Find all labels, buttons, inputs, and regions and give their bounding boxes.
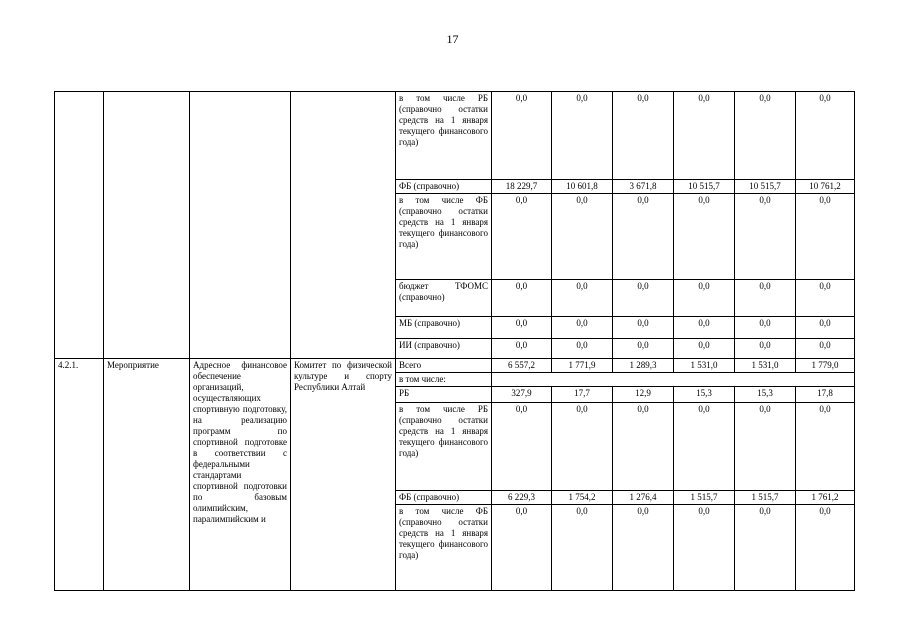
item-number-cell: 4.2.1. (55, 359, 104, 591)
amount-cell: 0,0 (552, 317, 613, 339)
amount-cell: 0,0 (796, 505, 855, 591)
amount-cell: 0,0 (552, 92, 613, 180)
amount-cell: 0,0 (674, 505, 735, 591)
amount-cell: 0,0 (492, 280, 552, 317)
amount-cell: 10 761,2 (796, 180, 855, 194)
funding-source-cell: в том числе: (396, 373, 492, 387)
amount-cell: 1 761,2 (796, 491, 855, 505)
amount-cell: 0,0 (674, 339, 735, 359)
funding-source-cell: РБ (396, 387, 492, 403)
funding-source-cell: в том числе ФБ (справочно остатки средств на 1 января текущего финансового года) (396, 194, 492, 280)
amount-cell: 1 289,3 (613, 359, 674, 373)
funding-source-cell: Всего (396, 359, 492, 373)
amount-cell: 0,0 (674, 403, 735, 491)
amount-cell: 10 515,7 (674, 180, 735, 194)
amount-cell: 0,0 (735, 505, 796, 591)
funding-source-cell: ИИ (справочно) (396, 339, 492, 359)
amount-cell: 12,9 (613, 387, 674, 403)
amount-cell: 18 229,7 (492, 180, 552, 194)
amount-cell: 0,0 (492, 317, 552, 339)
amount-cell: 6 229,3 (492, 491, 552, 505)
amount-cell: 17,8 (796, 387, 855, 403)
amount-cell: 0,0 (735, 194, 796, 280)
amount-cell: 0,0 (735, 403, 796, 491)
amount-cell: 0,0 (735, 317, 796, 339)
amount-cell: 0,0 (552, 280, 613, 317)
funding-source-cell: в том числе РБ (справочно остатки средств на 1 января текущего финансового года) (396, 92, 492, 180)
amount-cell: 0,0 (674, 317, 735, 339)
empty-cell (190, 92, 291, 359)
amount-cell: 0,0 (613, 403, 674, 491)
amount-cell: 1 276,4 (613, 491, 674, 505)
amount-cell: 15,3 (674, 387, 735, 403)
amount-cell: 0,0 (492, 194, 552, 280)
amount-cell: 10 601,8 (552, 180, 613, 194)
amount-cell: 0,0 (613, 317, 674, 339)
funding-source-cell: в том числе ФБ (справочно остатки средств на 1 января текущего финансового года) (396, 505, 492, 591)
amount-cell: 0,0 (796, 194, 855, 280)
amount-cell: 0,0 (735, 280, 796, 317)
item-description-cell: Адресное финансовое обеспечение организаций, осуществляющих спортивную подготовку, на реализацию программ по спортивной подготовке в соответствии с федеральными стандартами спортивной подготовки по базовым олимпийским, паралимпийским и (190, 359, 291, 591)
amount-cell: 3 671,8 (613, 180, 674, 194)
empty-cell (492, 373, 855, 387)
empty-cell (291, 92, 396, 359)
amount-cell: 0,0 (674, 92, 735, 180)
funding-source-cell: ФБ (справочно) (396, 491, 492, 505)
amount-cell: 0,0 (492, 339, 552, 359)
amount-cell: 0,0 (613, 339, 674, 359)
amount-cell: 0,0 (492, 505, 552, 591)
page-number: 17 (446, 32, 459, 46)
table-row (55, 359, 855, 373)
amount-cell: 0,0 (674, 194, 735, 280)
amount-cell: 0,0 (552, 403, 613, 491)
amount-cell: 0,0 (613, 505, 674, 591)
table-row (55, 92, 855, 180)
amount-cell: 0,0 (492, 92, 552, 180)
amount-cell: 0,0 (796, 317, 855, 339)
amount-cell: 0,0 (613, 194, 674, 280)
amount-cell: 15,3 (735, 387, 796, 403)
amount-cell: 1 515,7 (735, 491, 796, 505)
amount-cell: 0,0 (552, 194, 613, 280)
funding-source-cell: ФБ (справочно) (396, 180, 492, 194)
amount-cell: 0,0 (674, 280, 735, 317)
amount-cell: 0,0 (552, 339, 613, 359)
empty-cell (55, 92, 104, 359)
amount-cell: 1 531,0 (735, 359, 796, 373)
funding-source-cell: МБ (справочно) (396, 317, 492, 339)
amount-cell: 1 779,0 (796, 359, 855, 373)
funding-source-cell: в том числе РБ (справочно остатки средств на 1 января текущего финансового года) (396, 403, 492, 491)
amount-cell: 1 531,0 (674, 359, 735, 373)
amount-cell: 0,0 (735, 339, 796, 359)
funding-source-cell: бюджет ТФОМС (справочно) (396, 280, 492, 317)
amount-cell: 0,0 (735, 92, 796, 180)
amount-cell: 6 557,2 (492, 359, 552, 373)
amount-cell: 0,0 (796, 92, 855, 180)
amount-cell: 0,0 (796, 403, 855, 491)
financing-table (54, 91, 855, 591)
amount-cell: 0,0 (796, 280, 855, 317)
amount-cell: 0,0 (796, 339, 855, 359)
item-executor-cell: Комитет по физической культуре и спорту Республики Алтай (291, 359, 396, 591)
amount-cell: 1 515,7 (674, 491, 735, 505)
amount-cell: 0,0 (613, 92, 674, 180)
amount-cell: 0,0 (613, 280, 674, 317)
item-type-cell: Мероприятие (104, 359, 190, 591)
amount-cell: 1 754,2 (552, 491, 613, 505)
amount-cell: 327,9 (492, 387, 552, 403)
amount-cell: 1 771,9 (552, 359, 613, 373)
amount-cell: 0,0 (492, 403, 552, 491)
empty-cell (104, 92, 190, 359)
amount-cell: 0,0 (552, 505, 613, 591)
amount-cell: 17,7 (552, 387, 613, 403)
amount-cell: 10 515,7 (735, 180, 796, 194)
